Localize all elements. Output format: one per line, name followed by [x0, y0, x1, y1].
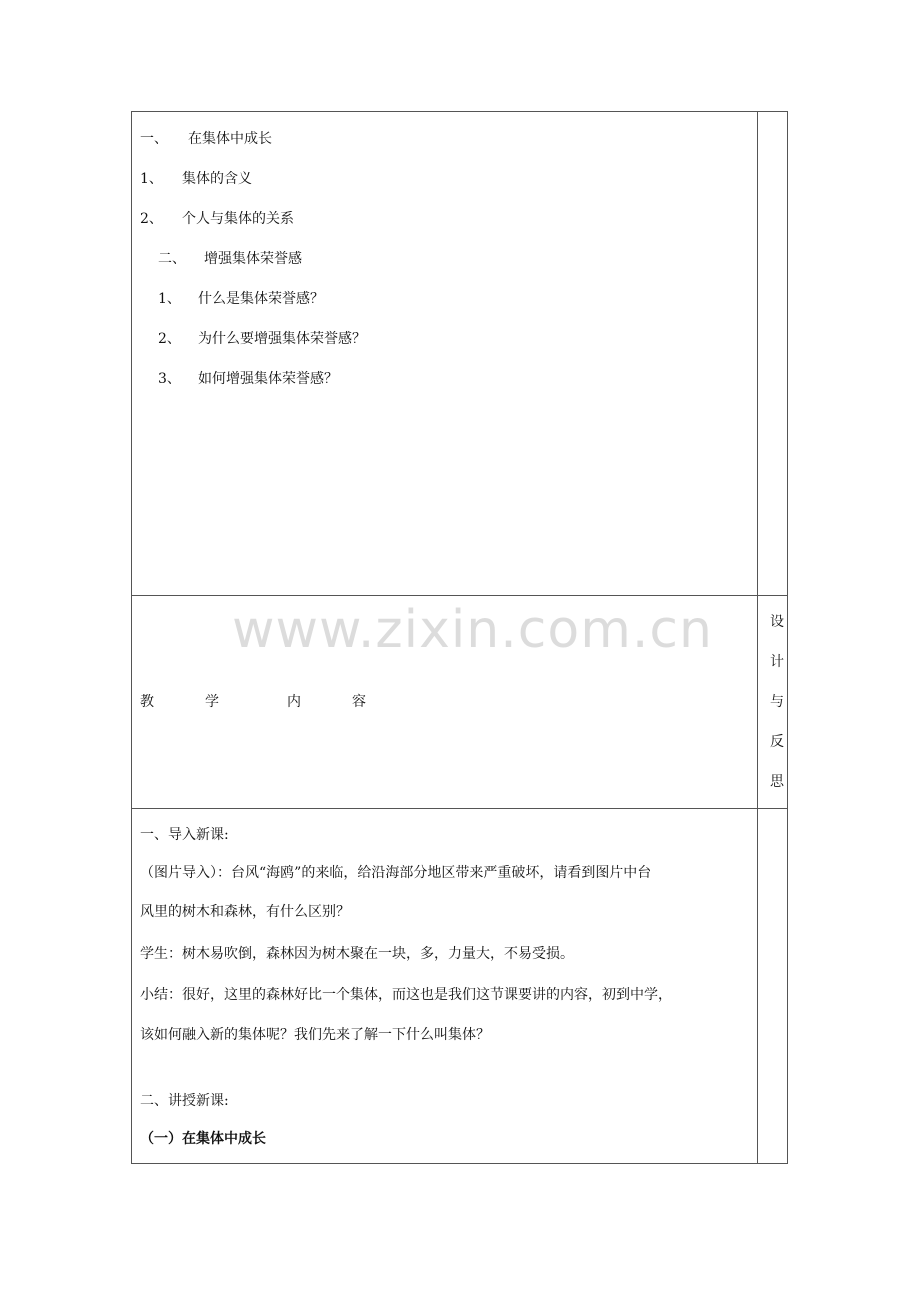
- item-number: 1、: [158, 291, 181, 307]
- outline-section-1: [140, 129, 272, 149]
- subsection-title: （一）在集体中成长: [140, 1131, 266, 1147]
- side-char-yu: 与: [770, 694, 784, 710]
- outline-section-2: [158, 249, 302, 269]
- item-number: 3、: [158, 371, 181, 387]
- lesson-plan-table: [131, 111, 788, 1164]
- item-number: 1、: [140, 171, 163, 187]
- item-text: 什么是集体荣誉感？: [198, 291, 324, 307]
- section-number: 二、: [158, 251, 186, 267]
- side-char-fan: 反: [770, 734, 784, 750]
- intro-title: 一、导入新课:: [140, 827, 229, 843]
- intro-paragraph-line-2: 风里的树木和森林，有什么区别？: [140, 904, 350, 920]
- watermark: www.zixin.com.cn: [232, 600, 713, 660]
- column-divider: [757, 112, 758, 1163]
- outline-item-1-2: [140, 209, 294, 229]
- header-char-jiao: 教: [140, 694, 154, 710]
- side-char-si: 思: [770, 774, 784, 790]
- summary-line-1: 小结：很好，这里的森林好比一个集体，而这也是我们这节课要讲的内容，初到中学，: [140, 987, 672, 1003]
- item-text: 个人与集体的关系: [182, 211, 294, 227]
- row-divider: [132, 808, 787, 809]
- side-char-she: 设: [770, 614, 784, 630]
- item-text: 集体的含义: [182, 171, 252, 187]
- item-text: 为什么要增强集体荣誉感？: [198, 331, 366, 347]
- item-number: 2、: [140, 211, 163, 227]
- header-char-xue: 学: [205, 694, 219, 710]
- intro-paragraph-line-1: （图片导入）：台风“海鸥”的来临，给沿海部分地区带来严重破坏，请看到图片中台: [140, 865, 652, 881]
- section-title: 在集体中成长: [188, 131, 272, 147]
- student-answer: 学生：树木易吹倒，森林因为树木聚在一块，多，力量大，不易受损。: [140, 946, 574, 962]
- section-number: 一、: [140, 131, 168, 147]
- side-char-ji: 计: [770, 654, 784, 670]
- outline-item-2-2: [158, 329, 366, 349]
- section-title: 增强集体荣誉感: [204, 251, 302, 267]
- summary-line-2: 该如何融入新的集体呢？我们先来了解一下什么叫集体？: [140, 1027, 490, 1043]
- teach-title: 二、讲授新课:: [140, 1093, 229, 1109]
- header-char-nei: 内: [287, 694, 301, 710]
- outline-item-1-1: [140, 169, 252, 189]
- item-text: 如何增强集体荣誉感？: [198, 371, 338, 387]
- outline-item-2-3: [158, 369, 338, 389]
- header-char-rong: 容: [352, 694, 366, 710]
- outline-item-2-1: [158, 289, 324, 309]
- row-divider: [132, 595, 787, 596]
- item-number: 2、: [158, 331, 181, 347]
